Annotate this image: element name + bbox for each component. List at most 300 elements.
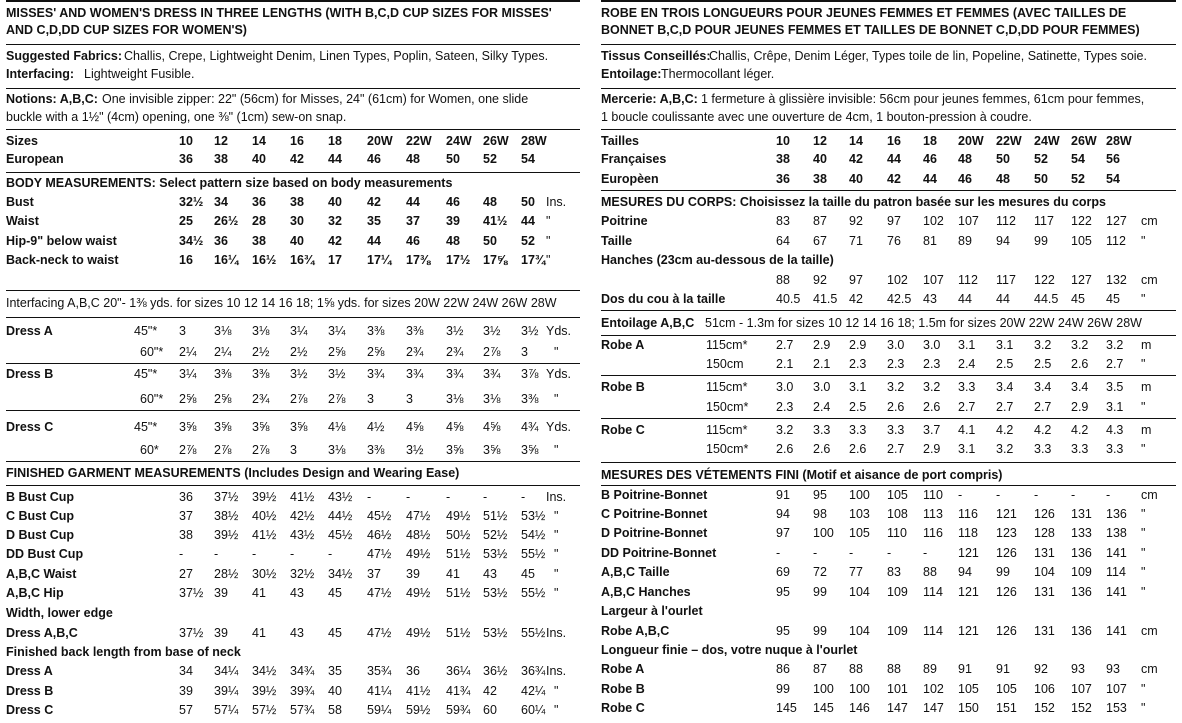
cell: 114: [1106, 565, 1126, 579]
unit: ": [546, 214, 551, 228]
cell: -: [996, 488, 1001, 502]
cell: 128: [1034, 526, 1055, 540]
cell: 99: [1034, 234, 1048, 248]
cell: 114: [923, 624, 943, 638]
cell: 25: [179, 214, 193, 228]
cell: 40½: [252, 509, 277, 523]
cell: 42½: [290, 509, 315, 523]
cell: 39: [214, 626, 228, 640]
cell: 36: [252, 195, 266, 209]
cell: 136: [1071, 624, 1092, 638]
cell: 3¼: [179, 367, 197, 381]
cell: 40: [813, 152, 827, 166]
cell: 37½: [179, 586, 204, 600]
cell: 121: [958, 546, 979, 560]
cell: 46: [406, 234, 420, 248]
cell: 100: [813, 682, 834, 696]
longueur-row-label: Robe A: [601, 662, 645, 676]
cell: 83: [887, 565, 901, 579]
rule: [6, 44, 580, 45]
cell: 2.4: [813, 400, 831, 414]
cell: 106: [1034, 682, 1055, 696]
cell: 28W: [1106, 134, 1132, 148]
cell: 54: [1071, 152, 1085, 166]
cell: 101: [887, 682, 908, 696]
finished-row-label: A,B,C Waist: [6, 567, 77, 581]
cell: 3⅝: [290, 420, 308, 434]
cell: 2⅞: [483, 345, 501, 359]
cell: 2.7: [887, 442, 905, 456]
body-measurements-heading: BODY MEASUREMENTS: Select pattern size based on body measurements: [6, 176, 453, 190]
cell: 36: [179, 490, 193, 504]
cell: 2½: [290, 345, 308, 359]
cell: -: [252, 547, 257, 561]
cell: 67: [813, 234, 827, 248]
cell: 10: [776, 134, 790, 148]
cell: 59¼: [367, 703, 392, 717]
fabric-width: 115cm*: [706, 338, 748, 352]
cell: 109: [887, 624, 908, 638]
cell: 43: [923, 292, 937, 306]
body-row-label: Back-neck to waist: [6, 253, 119, 267]
cell: 99: [813, 624, 827, 638]
cell: 16: [887, 134, 901, 148]
cell: 136: [1071, 585, 1092, 599]
cell: 113: [923, 507, 943, 521]
cell: 110: [887, 526, 907, 540]
cell: 104: [849, 585, 870, 599]
cell: 103: [849, 507, 870, 521]
rule: [6, 461, 580, 462]
cell: 152: [1034, 701, 1055, 715]
cell: 3¼: [290, 324, 308, 338]
europeen-label: Europèen: [601, 172, 659, 186]
cell: 44½: [328, 509, 353, 523]
rule: [6, 485, 580, 486]
cell: 99: [813, 585, 827, 599]
cell: 44: [996, 292, 1010, 306]
cell: 55½: [521, 547, 546, 561]
dos-label: Dos du cou à la taille: [601, 292, 726, 306]
fabrics-text: Challis, Crepe, Lightweight Denim, Linen Types, Poplin, Sateen, Silky Types.: [124, 49, 549, 63]
cell: 127: [1106, 214, 1127, 228]
cell: 49½: [406, 626, 431, 640]
cell: 3⅜: [214, 367, 232, 381]
cell: 32½: [179, 195, 204, 209]
cell: 40: [328, 684, 342, 698]
cell: 152: [1071, 701, 1092, 715]
cell: 53½: [483, 586, 508, 600]
unit: Ins.: [546, 664, 567, 678]
cell: 126: [996, 546, 1017, 560]
cell: 94: [776, 507, 790, 521]
unit: ": [554, 509, 559, 523]
cell: 34: [214, 195, 228, 209]
fabrics-label: Tissus Conseillés:: [601, 49, 711, 63]
cell: 37½: [214, 490, 239, 504]
cell: 2½: [252, 345, 270, 359]
unit: ": [1141, 234, 1146, 248]
cell: 2.1: [776, 357, 794, 371]
cell: 3.0: [887, 338, 905, 352]
cell: 16¼: [214, 253, 239, 267]
unit: ": [1141, 507, 1146, 521]
back-row-label: Dress A: [6, 664, 53, 678]
unit: ": [554, 345, 559, 359]
cell: 127: [1071, 273, 1092, 287]
cell: 30½: [252, 567, 277, 581]
cell: 93: [1106, 662, 1120, 676]
rule: [601, 88, 1176, 89]
cell: 41¼: [367, 684, 392, 698]
cell: 42: [367, 195, 381, 209]
cell: 22W: [996, 134, 1022, 148]
taille-label: Taille: [601, 234, 633, 248]
cell: -: [1034, 488, 1039, 502]
cell: 41: [252, 626, 266, 640]
cell: 105: [996, 682, 1017, 696]
cell: 43: [290, 586, 304, 600]
cell: 77: [849, 565, 863, 579]
cell: 32: [328, 214, 342, 228]
cell: 151: [996, 701, 1017, 715]
cell: -: [179, 547, 184, 561]
cell: 10: [179, 134, 193, 148]
interfacing-yardage: Interfacing A,B,C 20"- 1⅜ yds. for sizes 10 12 14 16 18; 1⅝ yds. for sizes 20W 22W 24W 26W 28W: [6, 296, 557, 310]
rule: [601, 462, 1176, 463]
unit: ": [546, 234, 551, 248]
cell: 91: [776, 488, 790, 502]
finished-row-label: DD Bust Cup: [6, 547, 84, 561]
cell: 43½: [328, 490, 353, 504]
cell: 22W: [406, 134, 432, 148]
cell: 37: [179, 509, 193, 523]
cell: 3⅝: [521, 443, 539, 457]
cell: 2⅝: [328, 345, 346, 359]
cell: 4.2: [1034, 423, 1052, 437]
cell: 14: [252, 134, 266, 148]
unit: ": [1141, 682, 1146, 696]
cell: 92: [813, 273, 827, 287]
unit: Ins.: [546, 626, 567, 640]
cell: 60¼: [521, 703, 546, 717]
cell: 35: [328, 664, 342, 678]
cell: 92: [1034, 662, 1048, 676]
dress-label: Dress C: [6, 420, 54, 434]
cell: 24W: [446, 134, 472, 148]
unit: Yds.: [546, 324, 572, 338]
cell: 117: [996, 273, 1016, 287]
cell: 2⅞: [328, 392, 346, 406]
cell: 52: [483, 152, 497, 166]
cell: 20W: [367, 134, 393, 148]
cell: 57¾: [290, 703, 315, 717]
cell: 34½: [179, 234, 204, 248]
cell: -: [849, 546, 854, 560]
cell: 17¼: [367, 253, 392, 267]
cell: 36: [214, 234, 228, 248]
body-row-label: Bust: [6, 195, 34, 209]
cell: 3: [521, 345, 528, 359]
cell: 126: [996, 624, 1017, 638]
cell: 94: [996, 234, 1010, 248]
cell: 48: [958, 152, 972, 166]
cell: 132: [1106, 273, 1127, 287]
cell: 2¾: [252, 392, 270, 406]
cell: -: [813, 546, 818, 560]
cell: 3⅝: [252, 420, 270, 434]
cell: 24W: [1034, 134, 1060, 148]
cell: 109: [1071, 565, 1092, 579]
cell: 2¼: [214, 345, 232, 359]
cell: 17⅝: [483, 253, 508, 267]
cell: 39½: [252, 490, 277, 504]
cell: 71: [849, 234, 863, 248]
rule: [601, 335, 1176, 336]
top-rule: [6, 0, 580, 2]
cell: 46½: [367, 528, 392, 542]
cell: 100: [849, 488, 870, 502]
cell: 36: [776, 172, 790, 186]
cell: 2.1: [813, 357, 831, 371]
cell: 3⅝: [446, 443, 464, 457]
rule: [6, 290, 580, 291]
cell: 104: [1034, 565, 1055, 579]
cell: 59½: [406, 703, 431, 717]
unit: ": [1141, 442, 1146, 456]
cell: 2¼: [179, 345, 197, 359]
cell: 3: [367, 392, 374, 406]
cell: 52: [1071, 172, 1085, 186]
cell: 41½: [252, 528, 277, 542]
unit: cm: [1141, 214, 1158, 228]
cell: 147: [923, 701, 944, 715]
cell: 118: [958, 526, 978, 540]
cell: 58: [328, 703, 342, 717]
cell: 42: [328, 234, 342, 248]
fabric-width: 60*: [140, 443, 159, 457]
cell: 39: [406, 567, 420, 581]
cell: 34½: [328, 567, 353, 581]
cell: 57½: [252, 703, 277, 717]
cell: 35: [367, 214, 381, 228]
dress-label: Dress A: [6, 324, 53, 338]
cell: 3.2: [776, 423, 794, 437]
finished-row-label: B Poitrine-Bonnet: [601, 488, 708, 502]
dress-label: Dress B: [6, 367, 54, 381]
cell: 3½: [290, 367, 308, 381]
cell: 42: [483, 684, 497, 698]
rule: [6, 317, 580, 318]
cell: 36¾: [521, 664, 546, 678]
cell: 3.0: [776, 380, 794, 394]
cell: 40: [849, 172, 863, 186]
cell: 147: [887, 701, 908, 715]
european-label: European: [6, 152, 64, 166]
cell: 3.2: [887, 380, 905, 394]
unit: cm: [1141, 273, 1158, 287]
cell: 91: [958, 662, 972, 676]
cell: 3¾: [406, 367, 424, 381]
unit: cm: [1141, 488, 1158, 502]
cell: 3⅞: [521, 367, 539, 381]
cell: 95: [776, 624, 790, 638]
cell: 3⅛: [483, 392, 501, 406]
cell: 52: [1034, 152, 1048, 166]
cell: 3⅝: [179, 420, 197, 434]
cell: 3⅛: [252, 324, 270, 338]
cell: 2⅞: [290, 392, 308, 406]
cell: 17¾: [521, 253, 546, 267]
cell: 42: [290, 152, 304, 166]
unit: ": [546, 253, 551, 267]
cell: 3.3: [1106, 442, 1124, 456]
cell: 97: [849, 273, 863, 287]
cell: 49½: [406, 547, 431, 561]
rule: [601, 44, 1176, 45]
cell: 2.4: [958, 357, 976, 371]
cell: 2.7: [1106, 357, 1124, 371]
unit: ": [1141, 292, 1146, 306]
cell: 3.1: [849, 380, 867, 394]
cell: 44: [923, 172, 937, 186]
cell: 3.0: [813, 380, 831, 394]
unit: ": [554, 528, 559, 542]
cell: 4.2: [1071, 423, 1089, 437]
notions-label: Notions: A,B,C:: [6, 92, 98, 106]
unit: ": [554, 684, 559, 698]
cell: 28W: [521, 134, 547, 148]
cell: 26½: [214, 214, 239, 228]
cell: 88: [776, 273, 790, 287]
cell: 3.3: [849, 423, 867, 437]
cell: 3.2: [996, 442, 1014, 456]
cell: 43½: [290, 528, 315, 542]
page-title: MISSES' AND WOMEN'S DRESS IN THREE LENGTHS (WITH B,C,D CUP SIZES FOR MISSES' AND C,D,DD CUP SIZES FOR WOMEN'S): [6, 6, 552, 37]
cell: 47½: [406, 509, 431, 523]
rule: [601, 190, 1176, 191]
cell: 2⅞: [179, 443, 197, 457]
cell: 41: [252, 586, 266, 600]
cell: 2.6: [887, 400, 905, 414]
cell: 3⅜: [406, 324, 424, 338]
longueur-label: Longueur finie – dos, votre nuque à l'ourlet: [601, 643, 858, 657]
cell: 2.5: [849, 400, 867, 414]
cell: 153: [1106, 701, 1127, 715]
cell: 100: [813, 526, 834, 540]
cell: 3.2: [923, 380, 941, 394]
unit: ": [554, 443, 559, 457]
cell: 97: [887, 214, 901, 228]
hanches-label: Hanches (23cm au-dessous de la taille): [601, 253, 834, 267]
cell: 3.3: [958, 380, 976, 394]
finished-row-label: D Poitrine-Bonnet: [601, 526, 708, 540]
cell: 104: [849, 624, 870, 638]
cell: 3½: [446, 324, 464, 338]
fabric-width: 115cm*: [706, 380, 748, 394]
cell: 42¼: [521, 684, 546, 698]
cell: 47½: [367, 547, 392, 561]
cell: 44: [328, 152, 342, 166]
cell: 114: [923, 585, 943, 599]
cell: 57¼: [214, 703, 239, 717]
cell: 45: [521, 567, 535, 581]
notions-text: 1 fermeture à glissière invisible: 56cm pour jeunes femmes, 61cm pour femmes,: [701, 92, 1145, 106]
cell: 3.5: [1106, 380, 1124, 394]
cell: 34¾: [290, 664, 315, 678]
interfacing-label: Interfacing:: [6, 67, 75, 81]
cell: 50: [1034, 172, 1048, 186]
cell: 17⅜: [406, 253, 431, 267]
cell: 40.5: [776, 292, 801, 306]
cell: 2.7: [1034, 400, 1052, 414]
cell: 3.3: [813, 423, 831, 437]
cell: 51½: [446, 547, 471, 561]
cell: 39: [214, 586, 228, 600]
cell: 16¾: [290, 253, 315, 267]
cell: 46: [958, 172, 972, 186]
cell: 35¾: [367, 664, 392, 678]
body-row-label: Waist: [6, 214, 39, 228]
unit: Yds.: [546, 367, 572, 381]
cell: 3⅜: [367, 324, 385, 338]
cell: 116: [958, 507, 978, 521]
cell: 105: [887, 488, 908, 502]
cell: 107: [958, 214, 979, 228]
cell: 83: [776, 214, 790, 228]
cell: 43: [290, 626, 304, 640]
unit: cm: [1141, 662, 1158, 676]
cell: 122: [1071, 214, 1092, 228]
cell: 112: [1106, 234, 1126, 248]
cell: 4⅝: [446, 420, 464, 434]
rule: [6, 129, 580, 130]
finished-measurements-heading: MESURES DES VÉTEMENTS FINI (Motif et aisance de port compris): [601, 468, 1003, 482]
cell: 2.7: [996, 400, 1014, 414]
unit: Ins.: [546, 195, 567, 209]
unit: ": [554, 547, 559, 561]
cell: 46: [367, 152, 381, 166]
cell: 37: [406, 214, 420, 228]
cell: 2⅞: [252, 443, 270, 457]
rule: [6, 172, 580, 173]
cell: 39½: [252, 684, 277, 698]
cell: 3¾: [446, 367, 464, 381]
cell: 105: [958, 682, 979, 696]
cell: 39¼: [214, 684, 239, 698]
rule: [601, 485, 1176, 486]
unit: ": [1141, 546, 1146, 560]
cell: 112: [996, 214, 1016, 228]
cell: 102: [923, 682, 944, 696]
body-measurements-heading: MESURES DU CORPS: Choisissez la taille du patron basée sur les mesures du corps: [601, 195, 1107, 209]
cell: 55½: [521, 586, 546, 600]
longueur-row-label: Robe B: [601, 682, 645, 696]
unit: Yds.: [546, 420, 572, 434]
cell: 3¾: [367, 367, 385, 381]
cell: 30: [290, 214, 304, 228]
cell: 48: [996, 172, 1010, 186]
unit: ": [554, 586, 559, 600]
cell: 2¾: [406, 345, 424, 359]
top-rule: [601, 0, 1176, 2]
cell: 133: [1071, 526, 1092, 540]
cell: 44: [406, 195, 420, 209]
cell: 92: [849, 214, 863, 228]
cell: 38½: [214, 509, 239, 523]
cell: 3.4: [1071, 380, 1089, 394]
cell: 41.5: [813, 292, 838, 306]
